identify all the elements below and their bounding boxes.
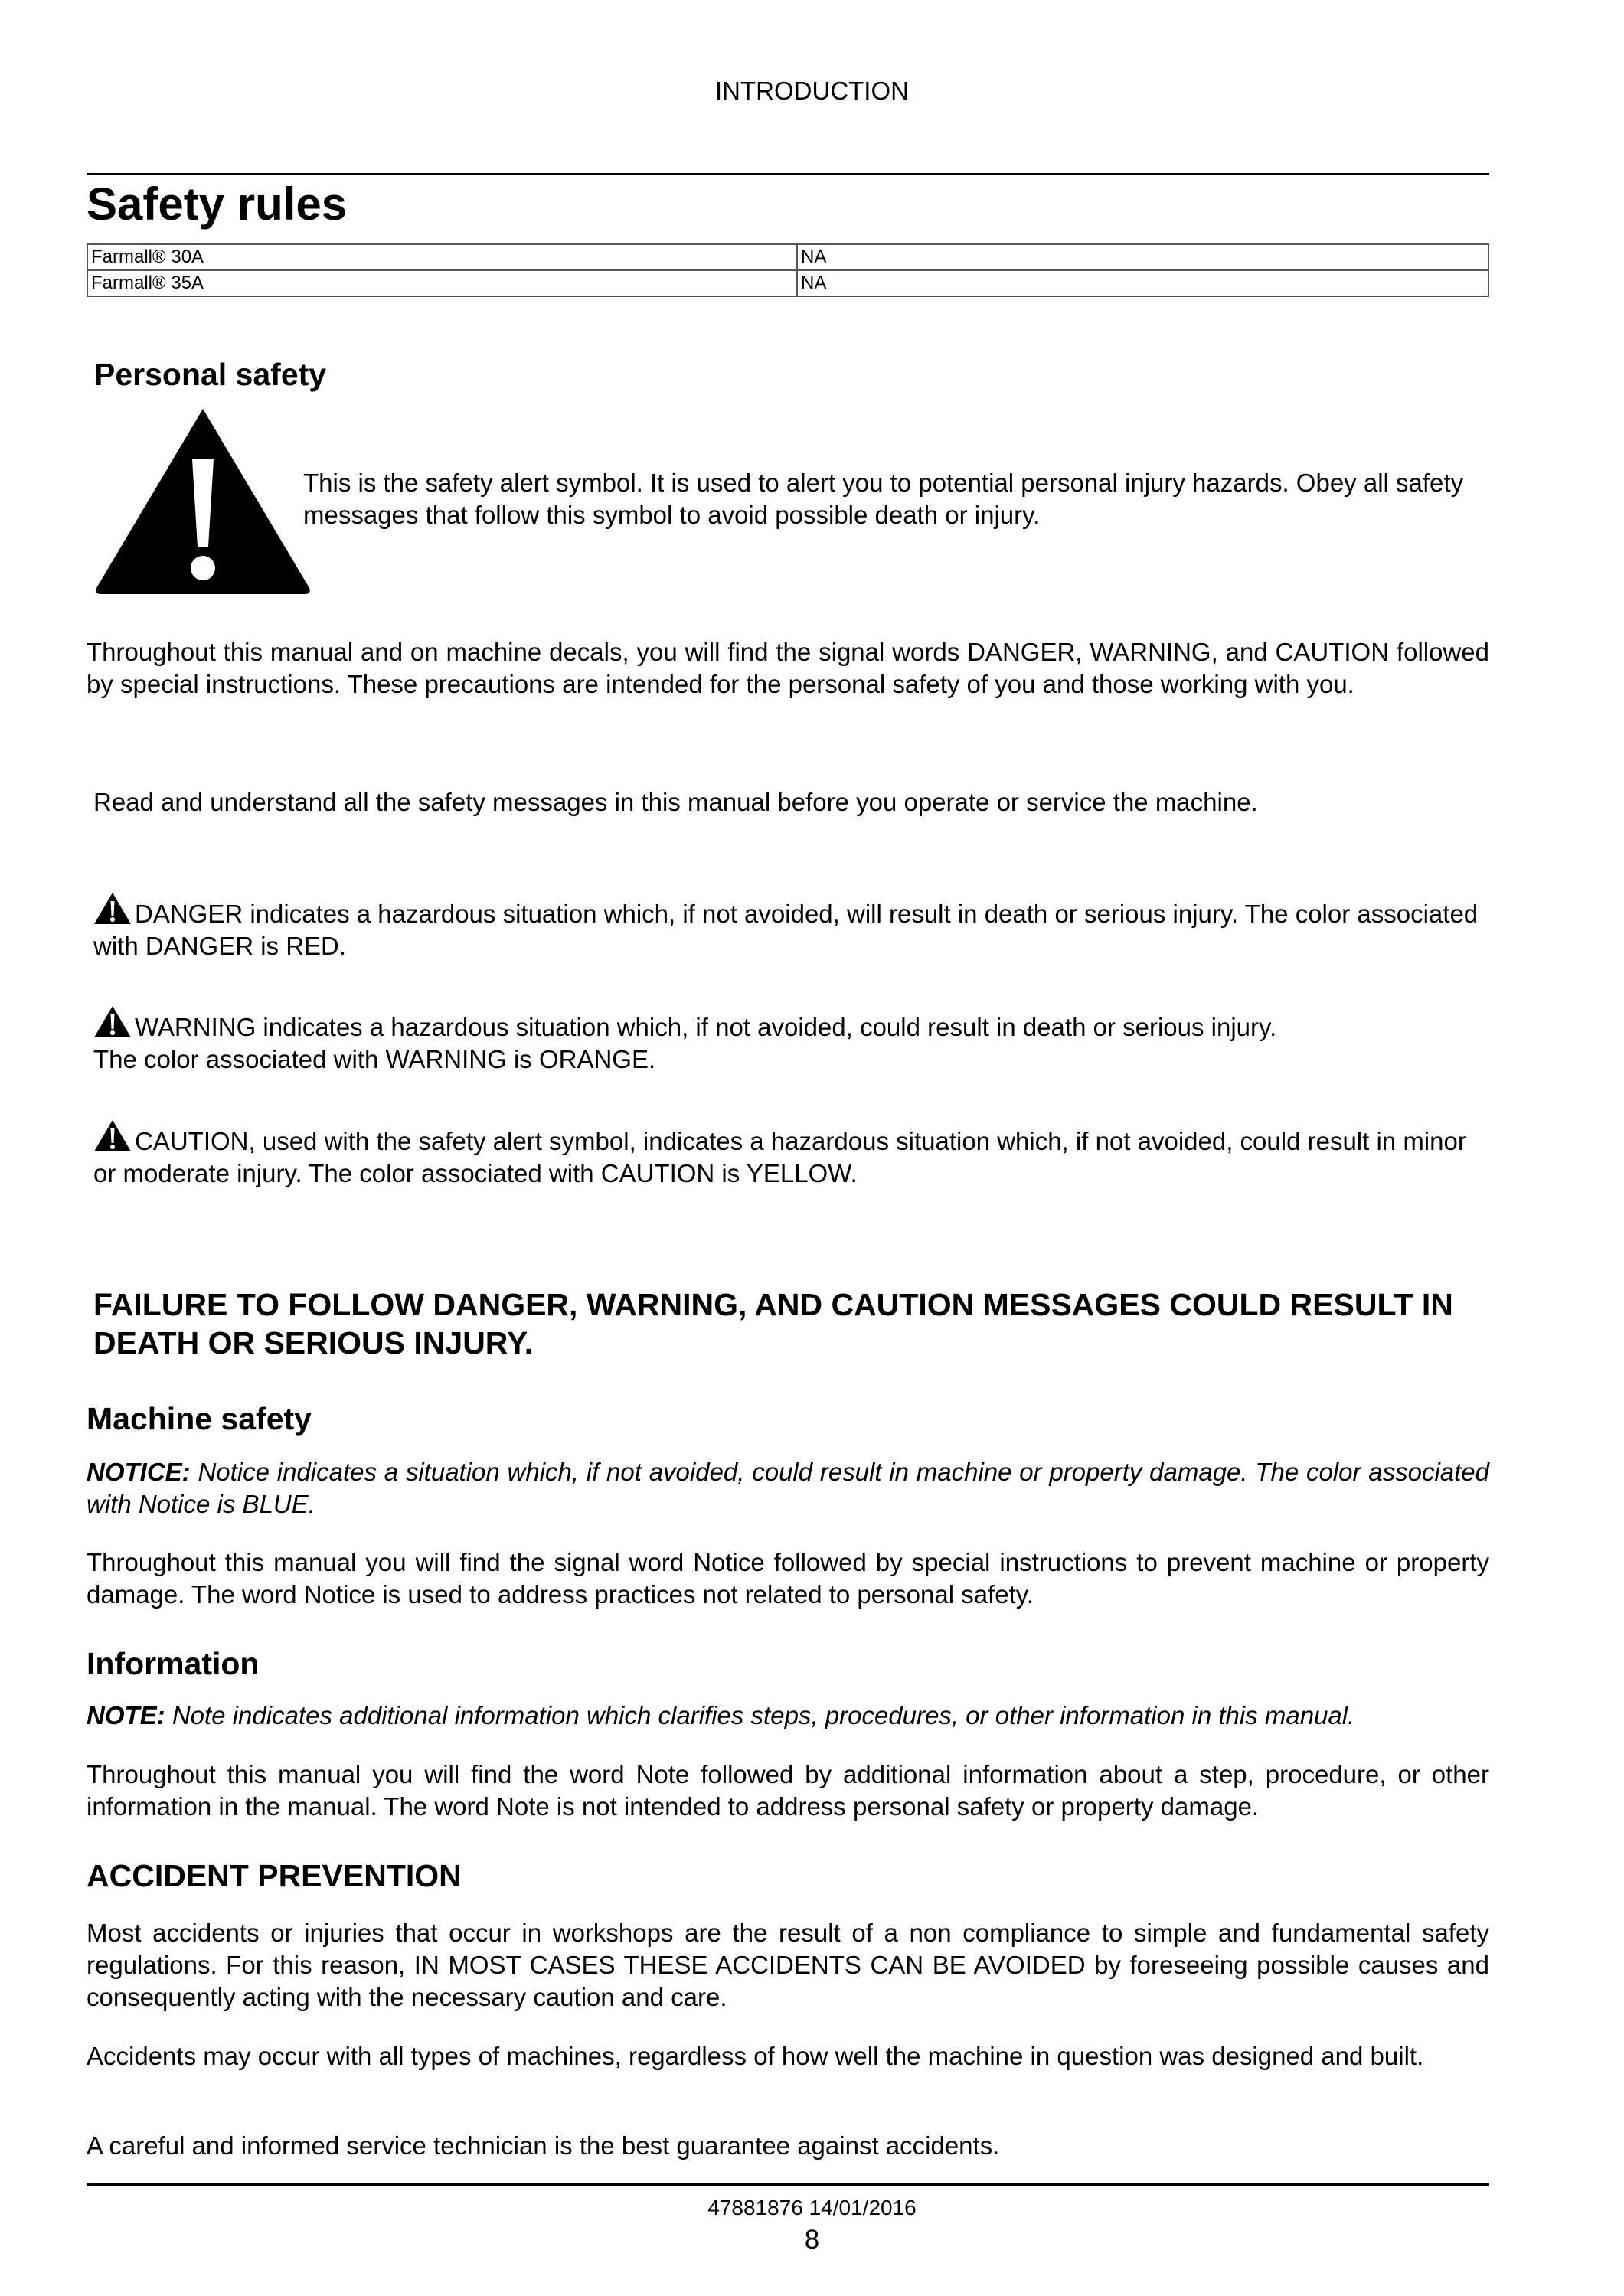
safety-alert-icon: [93, 892, 132, 926]
value-cell: NA: [797, 270, 1488, 296]
failure-warning: FAILURE TO FOLLOW DANGER, WARNING, AND CAUTION MESSAGES COULD RESULT IN DEATH OR SERIOUS INJURY.: [93, 1287, 1453, 1360]
alert-symbol-description: This is the safety alert symbol. It is used to alert you to potential personal injury hazards. Obey all safety messages that follow this symbol to avoid possible death or injury.: [303, 469, 1464, 529]
value-cell: NA: [797, 244, 1488, 270]
model-cell: Farmall® 35A: [87, 270, 797, 296]
models-table: [87, 243, 1489, 297]
notice-label: NOTICE:: [87, 1458, 191, 1486]
safety-alert-icon: [93, 1005, 132, 1039]
accident-prevention-paragraph: A careful and informed service technician is the best guarantee against accidents.: [87, 2131, 1000, 2160]
note-text: Note indicates additional information which clarifies steps, procedures, or other information in this manual.: [172, 1701, 1355, 1729]
warning-definition: [93, 1005, 1487, 1076]
notice-statement: [87, 1456, 1489, 1520]
running-header: INTRODUCTION: [715, 77, 909, 105]
table-row: [87, 270, 1488, 296]
machine-safety-paragraph: Throughout this manual you will find the signal word Notice followed by special instructions to prevent machine or property damage. The word Notice is used to address practices not related to personal safety.: [87, 1548, 1489, 1609]
personal-safety-heading: Personal safety: [94, 357, 327, 392]
page-title: Safety rules: [87, 178, 348, 230]
notice-text: Notice indicates a situation which, if not avoided, could result in machine or property damage. The color associated with Notice is BLUE.: [87, 1458, 1489, 1518]
safety-alert-icon: [92, 404, 314, 597]
accident-prevention-paragraph: Most accidents or injuries that occur in workshops are the result of a non compliance to simple and fundamental safety regulations. For this reason, IN MOST CASES THESE ACCIDENTS CAN BE AVOIDED by foreseeing possible causes and consequently acting with the necessary caution and care.: [87, 1919, 1489, 2011]
caution-definition: [93, 1119, 1487, 1190]
danger-definition: [93, 892, 1487, 962]
header-rule: [87, 173, 1489, 175]
note-statement: [87, 1700, 1489, 1732]
read-understand-paragraph: Read and understand all the safety messages in this manual before you operate or service the machine.: [93, 788, 1258, 816]
footer-rule: [87, 2183, 1489, 2186]
note-label: NOTE:: [87, 1701, 165, 1729]
model-cell: Farmall® 30A: [87, 244, 797, 270]
information-paragraph: Throughout this manual you will find the word Note followed by additional information about a step, procedure, or other information in the manual. The word Note is not intended to address personal safety or property damage.: [87, 1760, 1489, 1821]
warning-text-line2: The color associated with WARNING is ORANGE.: [93, 1045, 656, 1073]
document-code: 47881876 14/01/2016: [707, 2196, 917, 2219]
danger-text: DANGER indicates a hazardous situation which, if not avoided, will result in death or serious injury. The color associated with DANGER is RED.: [93, 900, 1479, 960]
information-heading: Information: [87, 1646, 260, 1681]
table-row: [87, 244, 1488, 270]
warning-text-line1: WARNING indicates a hazardous situation which, if not avoided, could result in death or serious injury.: [135, 1013, 1277, 1041]
accident-prevention-heading: ACCIDENT PREVENTION: [87, 1858, 462, 1893]
signal-words-paragraph: Throughout this manual and on machine decals, you will find the signal words DANGER, WARNING, and CAUTION followed by special instructions. These precautions are intended for the personal safety of you and those working with you.: [87, 638, 1489, 698]
page-number: 8: [804, 2225, 820, 2255]
safety-alert-icon: [93, 1119, 132, 1153]
accident-prevention-paragraph: Accidents may occur with all types of machines, regardless of how well the machine in question was designed and built.: [87, 2042, 1424, 2070]
caution-text: CAUTION, used with the safety alert symbol, indicates a hazardous situation which, if not avoided, could result in minor or moderate injury. The color associated with CAUTION is YELLOW.: [93, 1127, 1466, 1187]
machine-safety-heading: Machine safety: [87, 1401, 312, 1436]
